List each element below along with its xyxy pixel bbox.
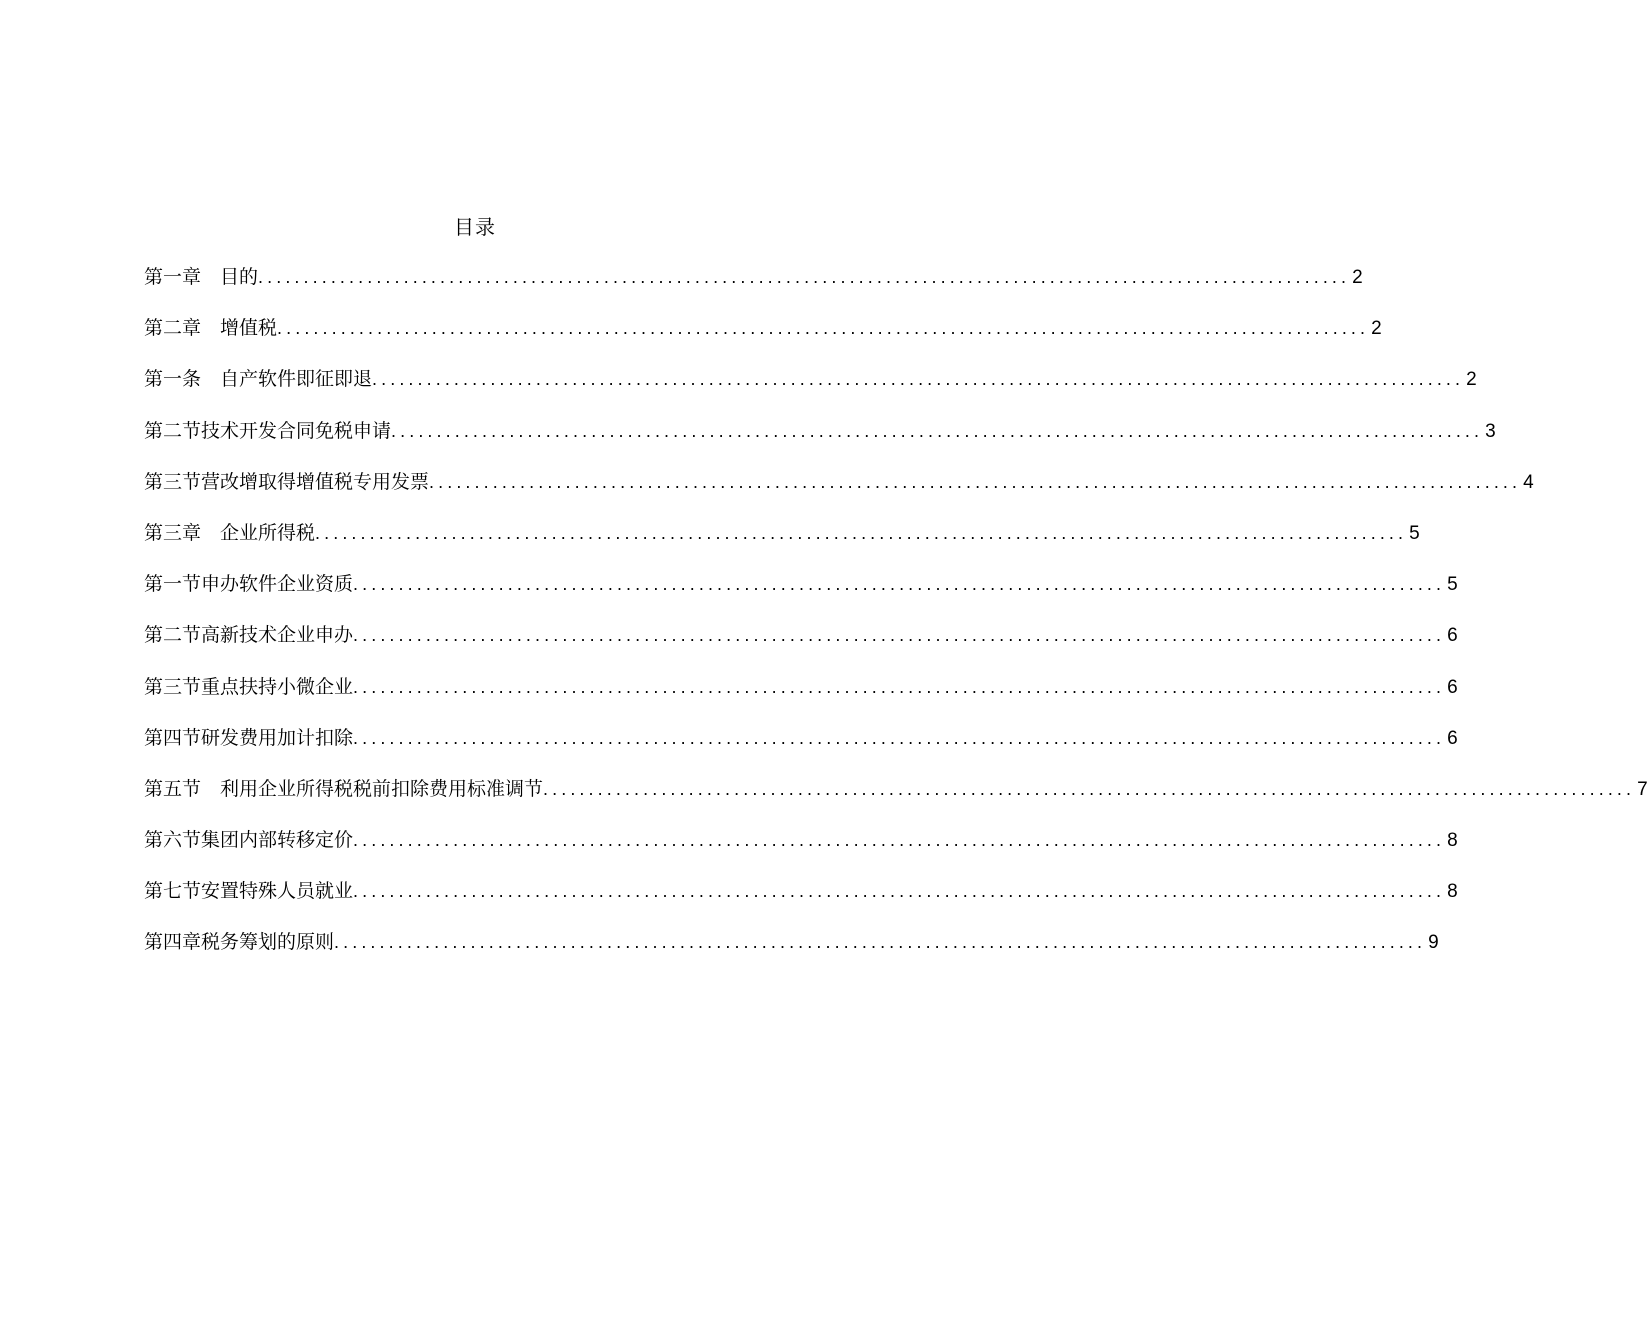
toc-dot-leader: ........................................................................................................................	[429, 471, 1522, 492]
toc-entry-page: 6	[1447, 676, 1458, 698]
toc-entry-page: 2	[1352, 267, 1363, 288]
toc-dot-leader: ........................................................................................................................	[372, 369, 1465, 390]
toc-entry[interactable]	[144, 364, 1477, 415]
toc-entry-label: 第二节技术开发合同免税申请	[144, 419, 392, 442]
toc-dot-leader: ........................................................................................................................	[391, 420, 1484, 441]
toc-dot-leader: ........................................................................................................................	[353, 830, 1446, 851]
toc-entry-label: 第一节申办软件企业资质	[144, 573, 354, 596]
table-of-contents	[144, 262, 1648, 979]
toc-entry[interactable]	[144, 467, 1534, 518]
toc-dot-leader: ........................................................................................................................	[543, 778, 1636, 799]
toc-entry-label: 第三章 企业所得税	[144, 521, 316, 544]
toc-entry-label: 第七节安置特殊人员就业	[144, 880, 354, 903]
toc-entry-page: 8	[1447, 830, 1458, 852]
toc-entry-label: 第一条 自产软件即征即退	[144, 368, 373, 391]
toc-entry-label: 第五节 利用企业所得税税前扣除费用标准调节	[144, 777, 544, 800]
toc-entry-page: 3	[1485, 420, 1496, 442]
toc-entry-label: 第三节重点扶持小微企业	[144, 675, 354, 698]
toc-entry[interactable]	[144, 416, 1496, 467]
toc-entry-page: 9	[1428, 932, 1439, 954]
toc-entry[interactable]	[144, 774, 1648, 825]
toc-entry-page: 2	[1466, 369, 1477, 391]
toc-dot-leader: ........................................................................................................................	[353, 676, 1446, 697]
toc-dot-leader: ........................................................................................................................	[315, 522, 1408, 543]
toc-dot-leader: ........................................................................................................................	[353, 881, 1446, 902]
toc-entry[interactable]	[144, 620, 1458, 671]
toc-entry-label: 第四章税务筹划的原则	[144, 931, 335, 954]
toc-entry[interactable]	[144, 876, 1458, 927]
toc-entry[interactable]	[144, 672, 1458, 723]
toc-entry[interactable]	[144, 313, 1382, 364]
toc-dot-leader: ........................................................................................................................	[353, 574, 1446, 595]
toc-entry-label: 第六节集团内部转移定价	[144, 829, 354, 852]
toc-dot-leader: ........................................................................................................................	[353, 625, 1446, 646]
toc-entry[interactable]	[144, 262, 1363, 313]
toc-entry-label: 第四节研发费用加计扣除	[144, 726, 354, 749]
toc-entry-page: 6	[1447, 727, 1458, 749]
toc-entry[interactable]	[144, 518, 1420, 569]
toc-entry-page: 5	[1409, 522, 1420, 544]
toc-entry-page: 6	[1447, 625, 1458, 647]
toc-entry-label: 第二节高新技术企业申办	[144, 624, 354, 647]
toc-entry-page: 2	[1371, 318, 1382, 340]
toc-dot-leader: ........................................................................................................................	[258, 267, 1351, 287]
toc-entry-page: 7	[1637, 778, 1648, 800]
toc-entry-page: 8	[1447, 881, 1458, 903]
toc-entry[interactable]	[144, 825, 1458, 876]
toc-entry[interactable]	[144, 723, 1458, 774]
toc-entry-page: 4	[1523, 471, 1534, 493]
toc-entry-label: 第二章 增值税	[144, 317, 278, 340]
toc-entry[interactable]	[144, 927, 1439, 978]
toc-entry[interactable]	[144, 569, 1458, 620]
toc-dot-leader: ........................................................................................................................	[334, 932, 1427, 953]
toc-title: 目录	[454, 215, 496, 239]
toc-dot-leader: ........................................................................................................................	[277, 318, 1370, 339]
toc-entry-label: 第一章 目的	[144, 266, 259, 288]
toc-entry-page: 5	[1447, 574, 1458, 596]
toc-dot-leader: ........................................................................................................................	[353, 727, 1446, 748]
toc-entry-label: 第三节营改增取得增值税专用发票	[144, 470, 430, 493]
